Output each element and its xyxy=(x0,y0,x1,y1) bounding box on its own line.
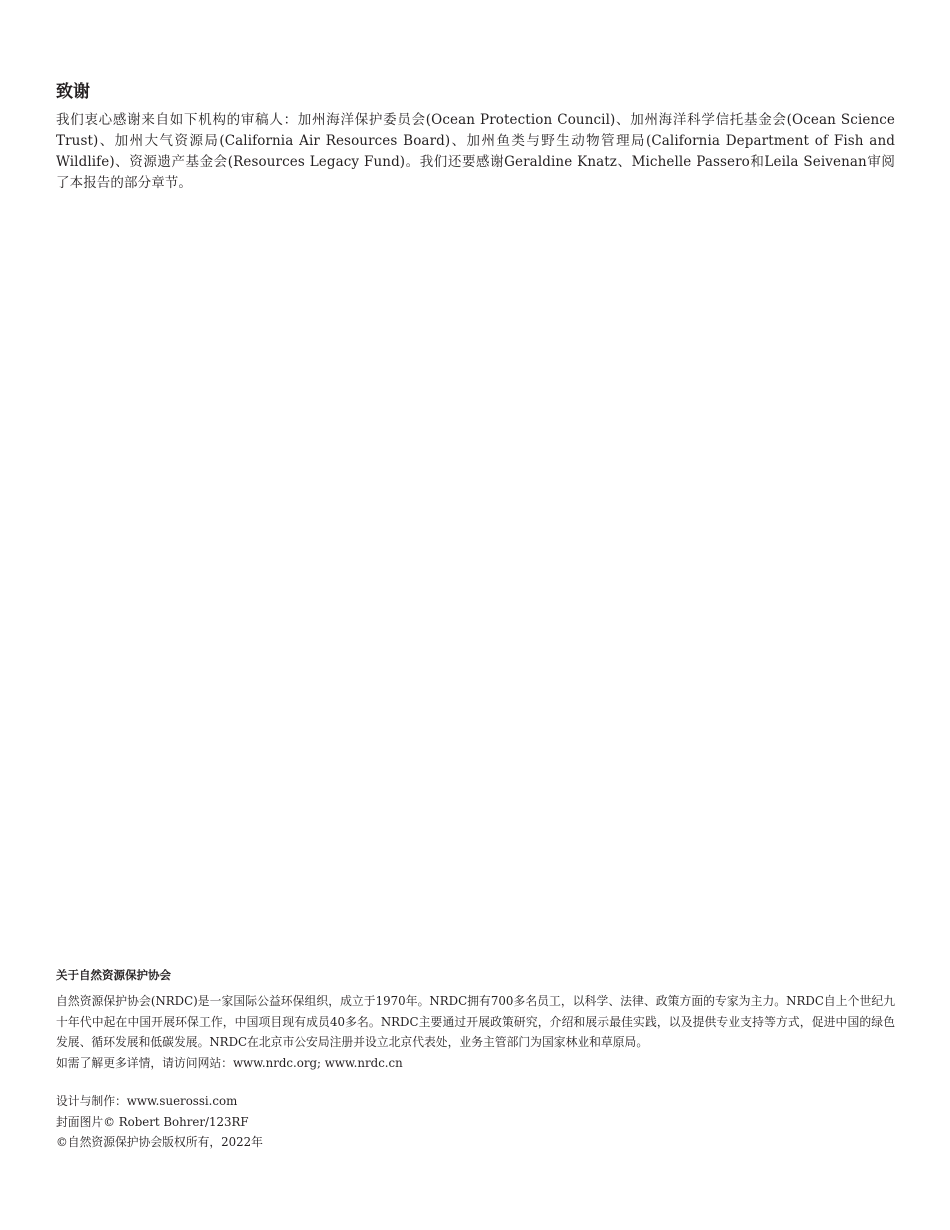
about-nrdc-website-line: 如需了解更多详情，请访问网站：www.nrdc.org; www.nrdc.cn xyxy=(56,1055,403,1070)
copyright-notice: ©自然资源保护协会版权所有，2022年 xyxy=(56,1135,263,1149)
about-nrdc-title: 关于自然资源保护协会 xyxy=(56,968,171,982)
acknowledgements-section xyxy=(56,80,895,194)
about-nrdc-body: 自然资源保护协会(NRDC)是一家国际公益环保组织，成立于1970年。NRDC拥有700多名员工，以科学、法律、政策方面的专家为主力。NRDC自上个世纪九十年代中起在中国开展环保工作，中国项目现有成员40多名。NRDC主要通过开展政策研究，介绍和展示最佳实践，以及提供专业支持等方式，促进中国的绿色发展、循环发展和低碳发展。NRDC在北京市公安局注册并设立北京代表处，业务主管部门为国家林业和草原局。 xyxy=(56,994,895,1049)
about-nrdc-section xyxy=(56,966,895,1073)
cover-photo-credit: 封面图片© Robert Bohrer/123RF xyxy=(56,1114,249,1129)
acknowledgements-body: 我们衷心感谢来自如下机构的审稿人：加州海洋保护委员会(Ocean Protection Council)、加州海洋科学信托基金会(Ocean Science Trust)、加州大气资源局(California Air Resources Board)、加州鱼类与野生动物管理局(California Department of Fish and Wildlife)、资源遗产基金会(Resources Legacy Fund)。我们还要感谢Geraldine Knatz、Michelle Passero和Leila Seivenan审阅了本报告的部分章节。 xyxy=(56,112,895,191)
credits-section xyxy=(56,1091,656,1153)
acknowledgements-title: 致谢 xyxy=(56,82,90,102)
design-credit: 设计与制作：www.suerossi.com xyxy=(56,1094,238,1108)
